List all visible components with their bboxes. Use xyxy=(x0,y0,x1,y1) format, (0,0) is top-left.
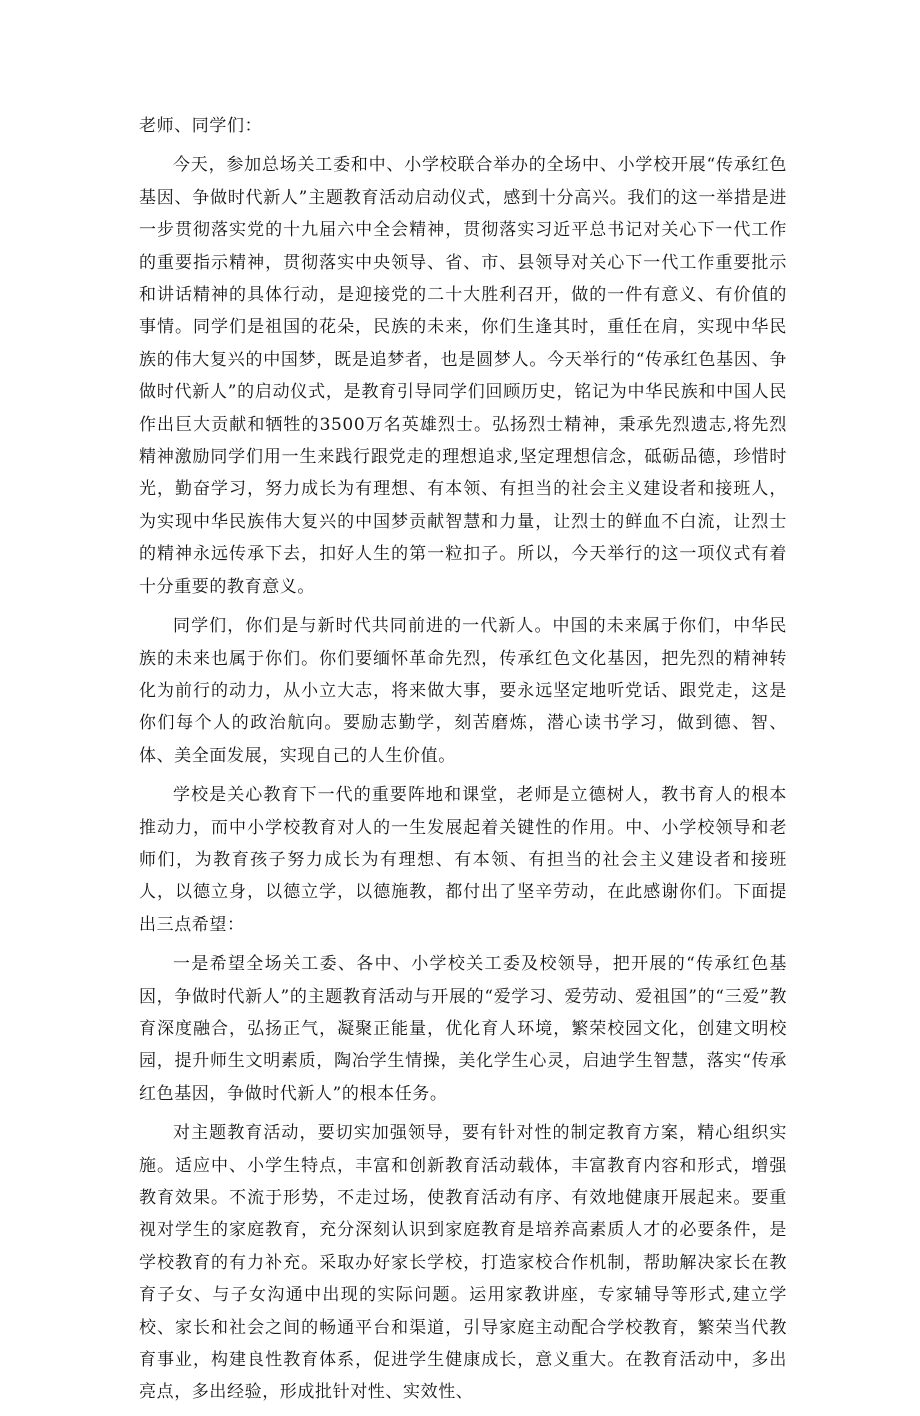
paragraph-students: 同学们，你们是与新时代共同前进的一代新人。中国的未来属于你们，中华民族的未来也属于你们。你们要缅怀革命先烈，传承红色文化基因，把先烈的精神转化为前行的动力，从小立大志，将来做大事，要永远坚定地听党话、跟党走，这是你们每个人的政治航向。要励志勤学，刻苦磨炼，潜心读书学习，做到德、智、体、美全面发展，实现自己的人生价值。 xyxy=(139,616,787,766)
paragraph-school: 学校是关心教育下一代的重要阵地和课堂，老师是立德树人，教书育人的根本推动力，而中小学校教育对人的一生发展起着关键性的作用。中、小学校领导和老师们，为教育孩子努力成长为有理想、有本领、有担当的社会主义建设者和接班人，以德立身，以德立学，以德施教，都付出了坚辛劳动，在此感谢你们。下面提出三点希望： xyxy=(139,785,787,935)
paragraph-hope-one: 一是希望全场关工委、各中、小学校关工委及校领导，把开展的“传承红色基因，争做时代新人”的主题教育活动与开展的“爱学习、爱劳动、爱祖国”的“三爱”教育深度融合，弘扬正气，凝聚正能量，优化育人环境，繁荣校园文化，创建文明校园，提升师生文明素质，陶冶学生情操，美化学生心灵，启迪学生智慧，落实“传承红色基因，争做时代新人”的根本任务。 xyxy=(139,954,787,1104)
paragraph-activity: 对主题教育活动，要切实加强领导，要有针对性的制定教育方案，精心组织实施。适应中、小学生特点，丰富和创新教育活动载体，丰富教育内容和形式，增强教育效果。不流于形势，不走过场，使教育活动有序、有效地健康开展起来。要重视对学生的家庭教育，充分深刻认识到家庭教育是培养高素质人才的必要条件，是学校教育的有力补充。采取办好家长学校，打造家校合作机制，帮助解决家长在教育子女、与子女沟通中出现的实际问题。运用家教讲座，专家辅导等形式,建立学校、家长和社会之间的畅通平台和渠道，引导家庭主动配合学校教育，繁荣当代教育事业，构建良性教育体系，促进学生健康成长，意义重大。在教育活动中，多出亮点，多出经验，形成批针对性、实效性、 xyxy=(139,1123,787,1403)
salutation: 老师、同学们： xyxy=(139,116,263,136)
document-page xyxy=(139,110,787,1416)
paragraph-opening: 今天，参加总场关工委和中、小学校联合举办的全场中、小学校开展“传承红色基因、争做时代新人”主题教育活动启动仪式，感到十分高兴。我们的这一举措是进一步贯彻落实党的十九届六中全会精神，贯彻落实习近平总书记对关心下一代工作的重要指示精神，贯彻落实中央领导、省、市、县领导对关心下一代工作重要批示和讲话精神的具体行动，是迎接党的二十大胜利召开，做的一件有意义、有价值的事情。同学们是祖国的花朵，民族的未来，你们生逢其时，重任在肩，实现中华民族的伟大复兴的中国梦，既是追梦者，也是圆梦人。今天举行的“传承红色基因、争做时代新人”的启动仪式，是教育引导同学们回顾历史，铭记为中华民族和中国人民作出巨大贡献和牺牲的3500万名英雄烈士。弘扬烈士精神，秉承先烈遗志,将先烈精神激励同学们用一生来践行跟党走的理想追求,坚定理想信念，砥砺品德，珍惜时光，勤奋学习，努力成长为有理想、有本领、有担当的社会主义建设者和接班人，为实现中华民族伟大复兴的中国梦贡献智慧和力量，让烈士的鲜血不白流，让烈士的精神永远传承下去，扣好人生的第一粒扣子。所以，今天举行的这一项仪式有着十分重要的教育意义。 xyxy=(139,155,787,597)
